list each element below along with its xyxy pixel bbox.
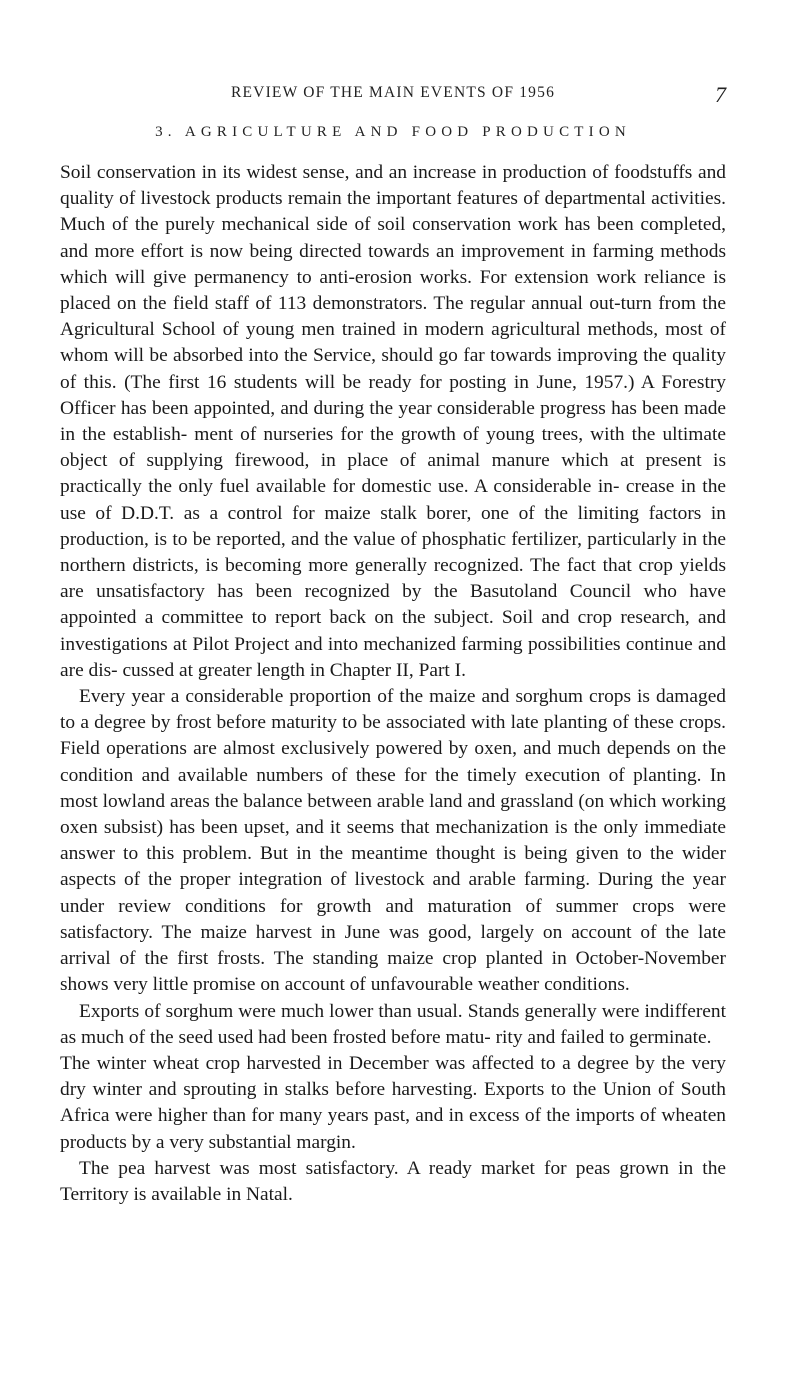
paragraph-soil-conservation: Soil conservation in its widest sense, and an increase in production of foodstuffs and quality of livestock products remain the important features of departmental activities. Much of the purely mechanical side of soil conservation work has been completed, and more effort is now being directed towards an improvement in farming methods which will give permanency to anti-erosion works. For extension work reliance is placed on the field staff of 113 demonstrators. The regular annual out-turn from the Agricultural School of young men trained in modern agricultural methods, most of whom will be absorbed into the Service, should go far towards improving the quality of this. (The first 16 students will be ready for posting in June, 1957.) A Forestry Officer has been appointed, and during the year considerable progress has been made in the establish- ment of nurseries for the growth of young trees, with the ultimate object of supplying firewood, in place of animal manure which at present is practically the only fuel available for domestic use. A considerable in- crease in the use of D.D.T. as a control for maize stalk borer, one of the limiting factors in production, is to be reported, and the value of phosphatic fertilizer, particularly in the northern districts, is becoming more generally recognized. The fact that crop yields are unsatisfactory has been recognized by the Basutoland Council who have appointed a committee to report back on the subject. Soil and crop research, and investigations at Pilot Project and into mechanized farming possibilities continue and are dis- cussed at greater length in Chapter II, Part I. xyxy=(60,162,726,681)
page-number: 7 xyxy=(715,82,726,107)
paragraph-sorghum-exports: Exports of sorghum were much lower than usual. Stands generally were indifferent as much of the seed used had been frosted before matu- rity and failed to germinate. xyxy=(60,1000,726,1048)
section-heading: 3. AGRICULTURE AND FOOD PRODUCTION xyxy=(155,124,631,140)
paragraph-winter-wheat: The winter wheat crop harvested in December was affected to a degree by the very dry winter and sprouting in stalks before harvesting. Exports to the Union of South Africa were higher than for many years past, and in excess of the imports of wheaten products by a very substantial margin. xyxy=(60,1052,726,1153)
running-header xyxy=(60,84,726,114)
paragraph-pea-harvest: The pea harvest was most satisfactory. A ready market for peas grown in the Territory is available in Natal. xyxy=(60,1157,726,1205)
paragraph-maize-sorghum: Every year a considerable proportion of the maize and sorghum crops is damaged to a degree by frost before maturity to be associated with late planting of these crops. Field operations are almost exclusively powered by oxen, and much depends on the condition and available numbers of these for the timely execution of planting. In most lowland areas the balance between arable land and grassland (on which working oxen subsist) has been upset, and it seems that mechanization is the only immediate answer to this problem. But in the meantime thought is being given to the wider aspects of the proper integration of livestock and arable farming. During the year under review conditions for growth and maturation of summer crops were satisfactory. The maize harvest in June was good, largely on account of the late arrival of the first frosts. The standing maize crop planted in October-November shows very little promise on account of unfavourable weather conditions. xyxy=(60,686,726,996)
running-title: REVIEW OF THE MAIN EVENTS OF 1956 xyxy=(230,84,556,101)
document-page xyxy=(60,84,726,1208)
